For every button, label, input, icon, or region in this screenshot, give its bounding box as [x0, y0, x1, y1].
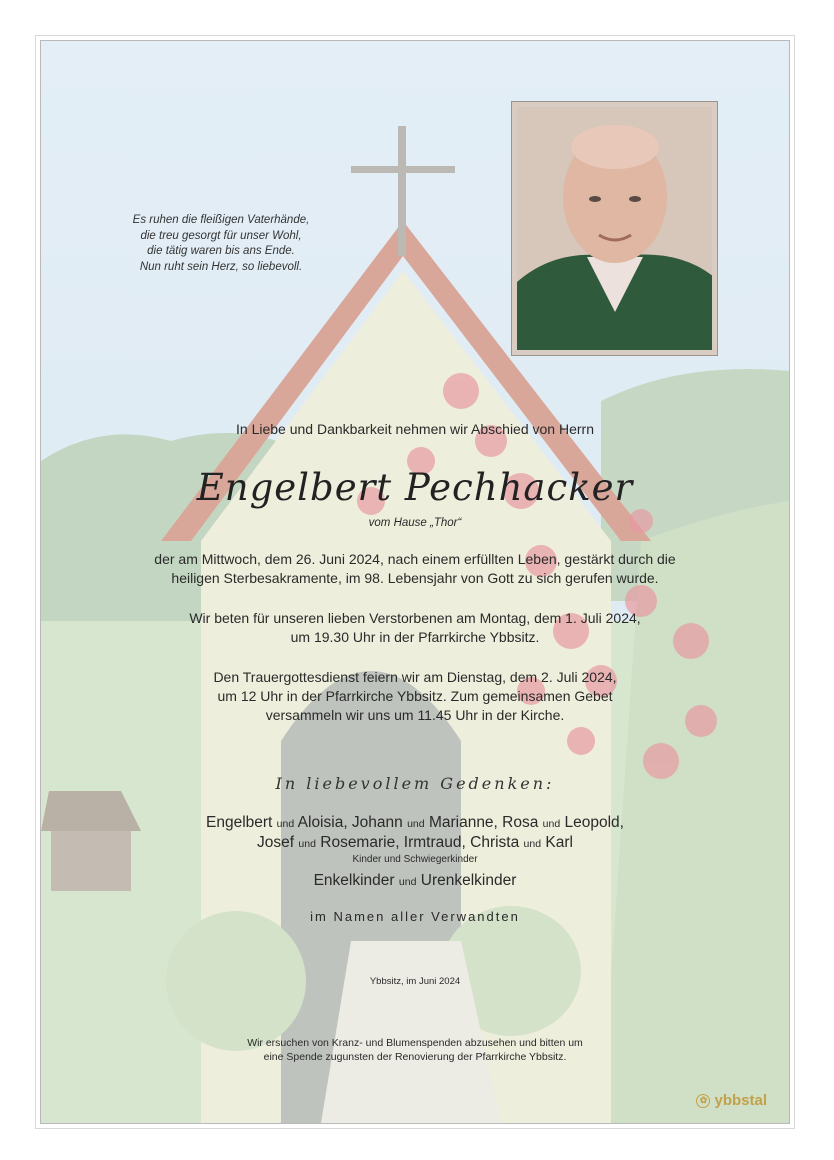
- relatives-line: im Namen aller Verwandten: [310, 909, 520, 924]
- ybbstal-logo: [696, 1092, 767, 1109]
- and-word: und: [276, 818, 295, 830]
- donation-note: [41, 1036, 789, 1064]
- paragraph-line: Den Trauergottesdienst feiern wir am Dienstag, dem 2. Juli 2024,: [213, 669, 617, 685]
- note-line: eine Spende zugunsten der Renovierung der Pfarrkirche Ybbsitz.: [263, 1051, 567, 1063]
- portrait-illustration: [517, 107, 712, 350]
- paragraph-line: versammeln wir uns um 11.45 Uhr in der Kirche.: [265, 707, 565, 723]
- and-word: und: [298, 838, 316, 850]
- paragraph-line: um 19.30 Uhr in der Pfarrkirche Ybbsitz.: [290, 629, 540, 645]
- paragraph-line: Wir beten für unseren lieben Verstorbenen am Montag, dem 1. Juli 2024,: [189, 610, 641, 626]
- paragraph-line: der am Mittwoch, dem 26. Juni 2024, nach einem erfüllten Leben, gestärkt durch die: [154, 551, 676, 567]
- funeral-service-paragraph: [41, 668, 789, 725]
- portrait-photo: [511, 101, 718, 356]
- house-name: vom Hause „Thor“: [368, 517, 462, 529]
- poem-line: Es ruhen die fleißigen Vaterhände,: [132, 214, 310, 226]
- intro-text: In Liebe und Dankbarkeit nehmen wir Abschied von Herrn: [236, 421, 594, 437]
- family-name: Engelbert: [206, 814, 273, 831]
- grandchildren-line: [41, 872, 789, 890]
- family-names-line: [41, 813, 789, 834]
- dandelion-icon: ✿: [696, 1094, 710, 1108]
- children-label: Kinder und Schwiegerkinder: [352, 854, 478, 865]
- family-name: Aloisia, Johann: [297, 814, 403, 831]
- and-word: und: [398, 876, 417, 888]
- poem-line: Nun ruht sein Herz, so liebevoll.: [139, 260, 303, 273]
- and-word: und: [542, 818, 561, 830]
- place-date: Ybbsitz, im Juni 2024: [369, 976, 461, 987]
- family-name: Karl: [545, 834, 573, 851]
- family-name: Josef: [257, 834, 295, 851]
- family-name: Marianne, Rosa: [428, 814, 539, 831]
- and-word: und: [523, 838, 542, 850]
- paragraph-line: um 12 Uhr in der Pfarrkirche Ybbsitz. Zum gemeinsamen Gebet: [217, 688, 613, 704]
- poem-line: die treu gesorgt für unser Wohl,: [140, 229, 302, 242]
- family-name: Leopold,: [564, 814, 624, 831]
- poem: [101, 213, 341, 275]
- deceased-name: Engelbert Pechhacker: [196, 466, 634, 509]
- note-line: Wir ersuchen von Kranz- und Blumenspenden abzusehen und bitten um: [247, 1037, 583, 1049]
- family-names-line: [41, 833, 789, 854]
- prayer-paragraph: [41, 609, 789, 647]
- and-word: und: [407, 818, 425, 830]
- logo-text: ybbstal: [714, 1092, 767, 1109]
- memory-heading: In liebevollem Gedenken:: [275, 774, 555, 793]
- family-name: Enkelkinder: [313, 872, 395, 889]
- poem-line: die tätig waren bis ans Ende.: [147, 245, 295, 257]
- family-name: Urenkelkinder: [420, 872, 517, 889]
- family-name: Rosemarie, Irmtraud, Christa: [320, 834, 520, 851]
- paragraph-line: heiligen Sterbesakramente, im 98. Lebensjahr von Gott zu sich gerufen wurde.: [171, 570, 659, 586]
- obituary-card: [40, 40, 790, 1124]
- death-notice-paragraph: [41, 550, 789, 588]
